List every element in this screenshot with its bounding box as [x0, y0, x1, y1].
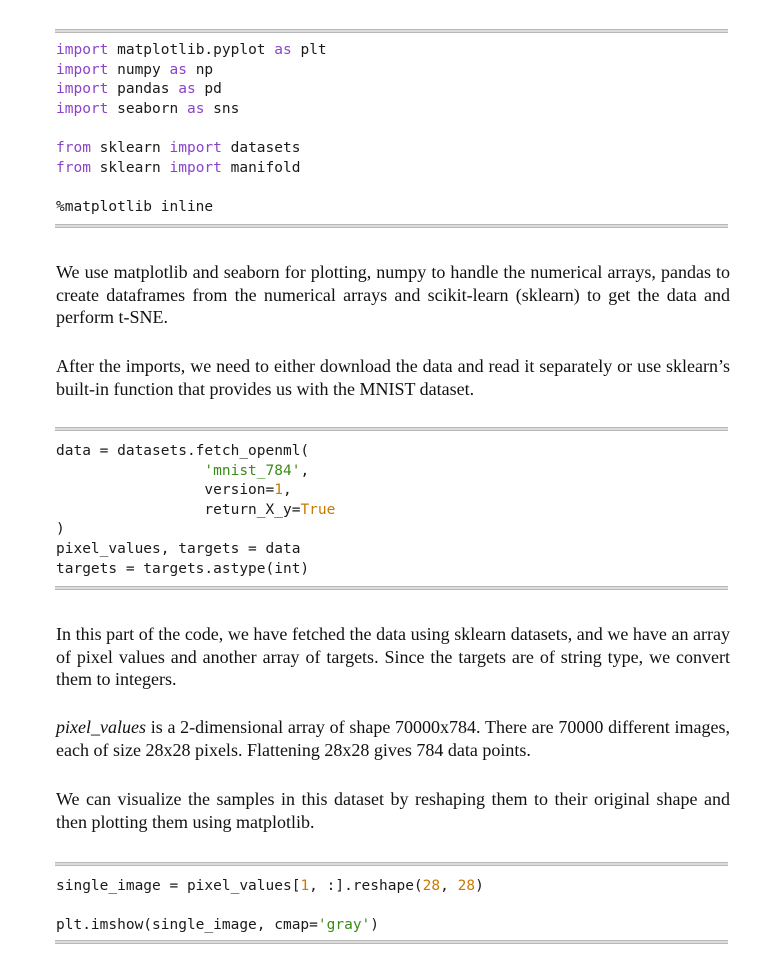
paragraph-visualize: We can visualize the samples in this dataset by reshaping them to their original shape and then plotting them using matplotlib. — [56, 789, 730, 832]
code-line: version=1, — [204, 482, 292, 499]
code-block-imshow — [56, 877, 484, 936]
code-block-top-rule — [55, 427, 728, 431]
code-line: return_X_y=True — [204, 501, 336, 518]
pixel-values-term: pixel_values — [56, 717, 146, 737]
code-block-bottom-rule — [55, 224, 728, 228]
code-line: 'mnist_784', — [204, 462, 310, 479]
code-line: targets = targets.astype(int) — [56, 560, 310, 577]
code-line: plt.imshow(single_image, cmap='gray') — [56, 917, 380, 934]
code-line: import numpy as np — [56, 61, 214, 78]
code-line: from sklearn import manifold — [56, 159, 301, 176]
paragraph-fetch-explanation: In this part of the code, we have fetched the data using sklearn datasets, and we have an array of pixel values and another array of targets. Since the targets are of string type, we convert them to integers. — [56, 624, 730, 689]
code-block-top-rule — [55, 862, 728, 866]
code-line: import seaborn as sns — [56, 100, 240, 117]
code-block-fetch-data — [56, 442, 335, 579]
code-line: from sklearn import datasets — [56, 139, 301, 156]
code-block-top-rule — [55, 29, 728, 33]
code-block-imports — [56, 41, 327, 217]
code-block-bottom-rule — [55, 940, 728, 944]
code-line: import pandas as pd — [56, 81, 222, 98]
code-block-bottom-rule — [55, 586, 728, 590]
code-line: data = datasets.fetch_openml( — [56, 443, 310, 459]
code-line: single_image = pixel_values[1, :].reshape(28, 28) — [56, 878, 484, 894]
code-line: import matplotlib.pyplot as plt — [56, 42, 327, 58]
code-line: %matplotlib inline — [56, 198, 214, 215]
paragraph-imports-explanation: We use matplotlib and seaborn for plotting, numpy to handle the numerical arrays, pandas to create dataframes from the numerical arrays and scikit-learn (sklearn) to get the data and perform t-SNE. — [56, 262, 730, 327]
paragraph-data-download: After the imports, we need to either download the data and read it separately or use sklearn’s built-in function that provides us with the MNIST dataset. — [56, 356, 730, 399]
code-line: pixel_values, targets = data — [56, 540, 301, 557]
paragraph-pixel-values: pixel_values is a 2-dimensional array of shape 70000x784. There are 70000 different images, each of size 28x28 pixels. Flattening 28x28 gives 784 data points. — [56, 717, 730, 760]
code-line: ) — [56, 521, 65, 538]
